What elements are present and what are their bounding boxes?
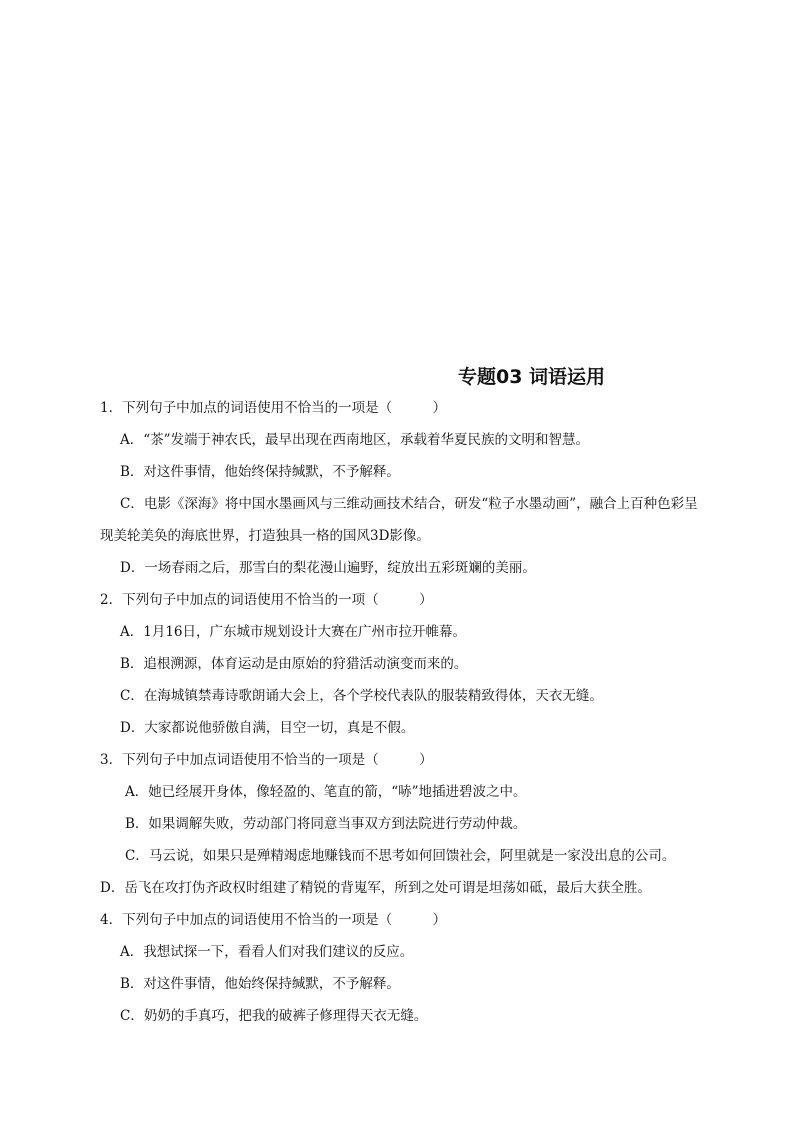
question-2-option-d: D．大家都说他骄傲自满，目空一切，真是不假。 [120,720,415,736]
question-4-stem: 4．下列句子中加点的词语使用不恰当的一项是（ ） [100,912,447,928]
question-2-stem: 2．下列句子中加点的词语使用不恰当的一项（ ） [100,592,433,608]
question-2-option-a: A．1月16日，广东城市规划设计大赛在广州市拉开帷幕。 [120,624,467,640]
question-3-option-b: B．如果调解失败，劳动部门将同意当事双方到法院进行劳动仲裁。 [125,816,527,832]
question-3-stem: 3．下列句子中加点词语使用不恰当的一项是（ ） [100,752,433,768]
question-2-option-b: B．追根溯源，体育运动是由原始的狩猎活动演变而来的。 [120,656,468,672]
question-4-option-a: A．我想试探一下，看看人们对我们建议的反应。 [120,944,414,960]
question-3-option-d: D．岳飞在攻打伪齐政权时组建了精锐的背嵬军，所到之处可谓是坦荡如砥，最后大获全胜。 [100,880,651,896]
question-1-option-b: B．对这件事情，他始终保持缄默，不予解释。 [120,464,400,480]
question-1-option-c-cont: 现美轮美奂的海底世界，打造独具一格的国风3D影像。 [100,528,430,544]
question-4-option-c: C．奶奶的手真巧，把我的破裤子修理得天衣无缝。 [120,1008,428,1024]
question-4-option-b: B．对这件事情，他始终保持缄默，不予解释。 [120,976,400,992]
page-title: 专题03 词语运用 [458,366,606,388]
question-1-option-a: A．“茶”发端于神农氏，最早出现在西南地区，承载着华夏民族的文明和智慧。 [120,432,590,448]
question-3-option-c: C．马云说，如果只是殚精竭虑地赚钱而不思考如何回馈社会，阿里就是一家没出息的公司。 [125,848,676,864]
question-1-option-c: C．电影《深海》将中国水墨画风与三维动画技术结合，研发“粒子水墨动画”，融合上百种色彩呈 [120,496,698,512]
question-3-option-a: A．她已经展开身体，像轻盈的、笔直的箭，“哧”地插进碧波之中。 [125,784,527,800]
question-1-option-d: D．一场春雨之后，那雪白的梨花漫山遍野，绽放出五彩斑斓的美丽。 [120,560,536,576]
question-2-option-c: C．在海城镇禁毒诗歌朗诵大会上，各个学校代表队的服装精致得体，天衣无缝。 [120,688,603,704]
question-1-stem: 1．下列句子中加点的词语使用不恰当的一项是（ ） [100,400,447,416]
